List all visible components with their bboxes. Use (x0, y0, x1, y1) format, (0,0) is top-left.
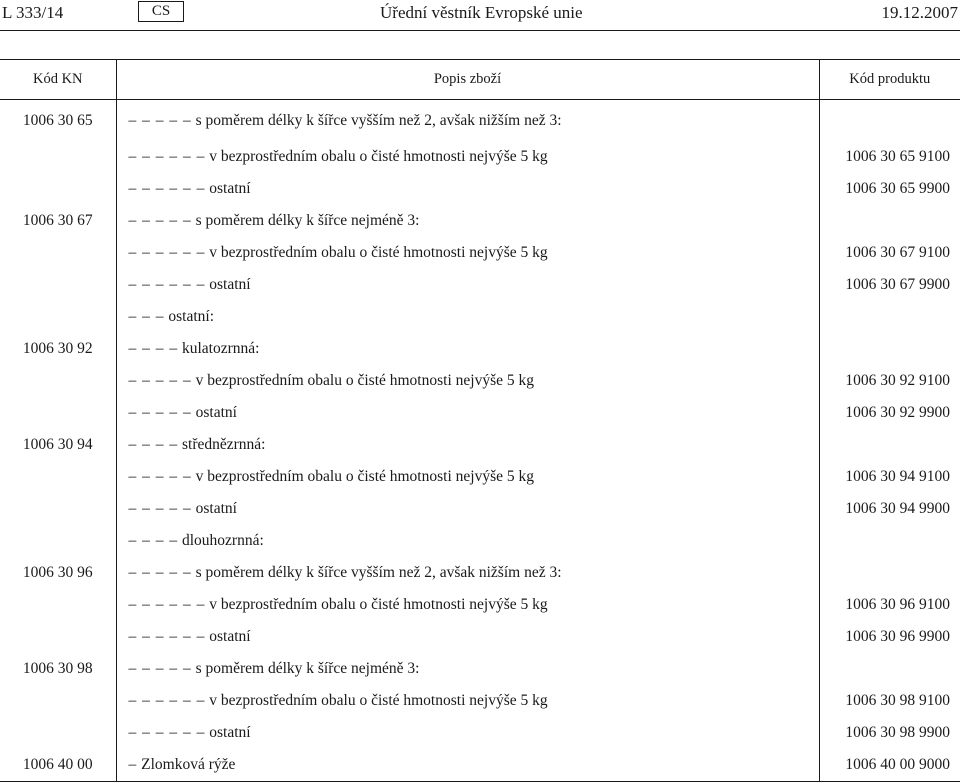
kn-code-cell (0, 621, 116, 653)
kn-code-cell: 1006 30 98 (22, 660, 93, 677)
kn-code-cell (0, 269, 116, 301)
column-header-description: Popis zboží (116, 60, 819, 100)
product-code-cell: 1006 30 92 9900 (845, 404, 950, 421)
description-cell (116, 685, 819, 717)
table-row (0, 237, 960, 269)
table-row (0, 749, 960, 782)
table-row (0, 493, 960, 525)
description-cell (116, 237, 819, 269)
publication-date: 19.12.2007 (881, 3, 958, 22)
indent-dashes: – – – – – – (128, 180, 206, 197)
kn-code-cell: 1006 30 65 (22, 111, 93, 129)
product-code-cell: 1006 30 96 9900 (845, 628, 950, 645)
product-code-cell: 1006 30 92 9100 (845, 372, 950, 389)
table-header-row (0, 60, 960, 100)
description-cell (116, 461, 819, 493)
column-header-kn-code: Kód KN (0, 60, 116, 100)
product-code-cell (819, 653, 960, 685)
table-row (0, 173, 960, 205)
description-text: v bezprostředním obalu o čisté hmotnosti nejvýše 5 kg (195, 468, 534, 485)
indent-dashes: – – – – (128, 436, 179, 453)
kn-code-cell: 1006 30 96 (22, 564, 93, 581)
kn-code-cell (0, 461, 116, 493)
description-text: v bezprostředním obalu o čisté hmotnosti nejvýše 5 kg (209, 244, 548, 261)
description-text: Zlomková rýže (141, 756, 236, 773)
description-text: kulatozrnná: (182, 340, 260, 357)
indent-dashes: – – – – – (128, 564, 192, 581)
kn-code-cell: 1006 30 67 (22, 212, 93, 229)
indent-dashes: – – – – – (128, 111, 192, 129)
goods-code-table (0, 59, 960, 782)
indent-dashes: – – – – – – (128, 148, 206, 165)
page-header (0, 0, 960, 30)
indent-dashes: – – – – – (128, 500, 192, 517)
product-code-cell: 1006 30 67 9900 (845, 276, 950, 293)
table-row (0, 653, 960, 685)
indent-dashes: – (128, 756, 138, 773)
column-header-product-code: Kód produktu (819, 60, 960, 100)
description-cell (116, 493, 819, 525)
description-text: střednězrnná: (182, 436, 266, 453)
description-text: v bezprostředním obalu o čisté hmotnosti nejvýše 5 kg (209, 148, 548, 165)
indent-dashes: – – – – – – (128, 692, 206, 709)
description-cell (116, 100, 819, 142)
table-row (0, 621, 960, 653)
description-text: s poměrem délky k šířce nejméně 3: (195, 660, 420, 677)
description-cell (116, 429, 819, 461)
indent-dashes: – – – – (128, 340, 179, 357)
description-cell (116, 717, 819, 749)
product-code-cell: 1006 30 65 9900 (845, 180, 950, 197)
table-row (0, 589, 960, 621)
kn-code-cell (0, 173, 116, 205)
description-text: ostatní (209, 724, 251, 741)
description-cell (116, 173, 819, 205)
product-code-cell: 1006 30 67 9100 (845, 244, 950, 261)
indent-dashes: – – – – – – (128, 244, 206, 261)
description-text: ostatní: (168, 308, 215, 325)
language-box: CS (138, 1, 184, 22)
description-text: ostatní (209, 628, 251, 645)
description-cell (116, 301, 819, 333)
indent-dashes: – – – – – (128, 468, 192, 485)
description-text: s poměrem délky k šířce vyšším než 2, avšak nižším než 3: (195, 111, 562, 129)
indent-dashes: – – – – – – (128, 628, 206, 645)
description-text: dlouhozrnná: (182, 532, 264, 549)
description-text: ostatní (195, 404, 237, 421)
table-row (0, 333, 960, 365)
table-row (0, 205, 960, 237)
table-row (0, 461, 960, 493)
product-code-cell (819, 525, 960, 557)
table-row (0, 100, 960, 142)
product-code-cell: 1006 30 94 9100 (845, 468, 950, 485)
description-cell (116, 557, 819, 589)
product-code-cell (819, 301, 960, 333)
page-reference: L 333/14 (2, 3, 64, 22)
product-code-cell (819, 205, 960, 237)
indent-dashes: – – – – – (128, 404, 192, 421)
description-text: v bezprostředním obalu o čisté hmotnosti nejvýše 5 kg (209, 596, 548, 613)
description-cell (116, 749, 819, 782)
description-cell (116, 621, 819, 653)
kn-code-cell (0, 525, 116, 557)
kn-code-cell (0, 717, 116, 749)
journal-title: Úřední věstník Evropské unie (380, 3, 583, 22)
kn-code-cell (0, 397, 116, 429)
indent-dashes: – – – – – (128, 372, 192, 389)
product-code-cell (819, 429, 960, 461)
table-row (0, 429, 960, 461)
kn-code-cell (0, 493, 116, 525)
table-row (0, 557, 960, 589)
description-text: ostatní (195, 500, 237, 517)
product-code-cell: 1006 30 94 9900 (845, 500, 950, 517)
table-row (0, 141, 960, 173)
kn-code-cell (0, 301, 116, 333)
description-cell (116, 269, 819, 301)
kn-code-cell (0, 141, 116, 173)
table-row (0, 365, 960, 397)
description-cell (116, 141, 819, 173)
product-code-cell (819, 100, 960, 142)
indent-dashes: – – – – – (128, 212, 192, 229)
description-cell (116, 365, 819, 397)
description-text: s poměrem délky k šířce vyšším než 2, avšak nižším než 3: (195, 564, 562, 581)
description-cell (116, 525, 819, 557)
description-cell (116, 653, 819, 685)
description-text: v bezprostředním obalu o čisté hmotnosti nejvýše 5 kg (195, 372, 534, 389)
kn-code-cell: 1006 40 00 (0, 749, 116, 782)
product-code-cell: 1006 30 65 9100 (845, 148, 950, 165)
description-cell (116, 333, 819, 365)
table-body (0, 100, 960, 782)
description-text: v bezprostředním obalu o čisté hmotnosti nejvýše 5 kg (209, 692, 548, 709)
product-code-cell: 1006 30 96 9100 (845, 596, 950, 613)
description-cell (116, 397, 819, 429)
description-text: ostatní (209, 276, 251, 293)
indent-dashes: – – – – – – (128, 276, 206, 293)
product-code-cell (819, 557, 960, 589)
table-row (0, 717, 960, 749)
description-text: s poměrem délky k šířce nejméně 3: (195, 212, 420, 229)
kn-code-cell: 1006 30 94 (22, 436, 93, 453)
indent-dashes: – – – – – – (128, 596, 206, 613)
header-divider (0, 30, 960, 31)
table-row (0, 525, 960, 557)
indent-dashes: – – – – (128, 532, 179, 549)
kn-code-cell (0, 237, 116, 269)
table-row (0, 685, 960, 717)
kn-code-cell (0, 365, 116, 397)
kn-code-cell (0, 589, 116, 621)
description-text: ostatní (209, 180, 251, 197)
table-row (0, 301, 960, 333)
description-cell (116, 589, 819, 621)
indent-dashes: – – – (128, 308, 165, 325)
product-code-cell (819, 333, 960, 365)
table-row (0, 397, 960, 429)
indent-dashes: – – – – – (128, 660, 192, 677)
kn-code-cell: 1006 30 92 (22, 340, 93, 357)
product-code-cell: 1006 40 00 9000 (819, 749, 960, 782)
description-cell (116, 205, 819, 237)
product-code-cell: 1006 30 98 9900 (845, 724, 950, 741)
product-code-cell: 1006 30 98 9100 (845, 692, 950, 709)
indent-dashes: – – – – – – (128, 724, 206, 741)
kn-code-cell (0, 685, 116, 717)
table-row (0, 269, 960, 301)
